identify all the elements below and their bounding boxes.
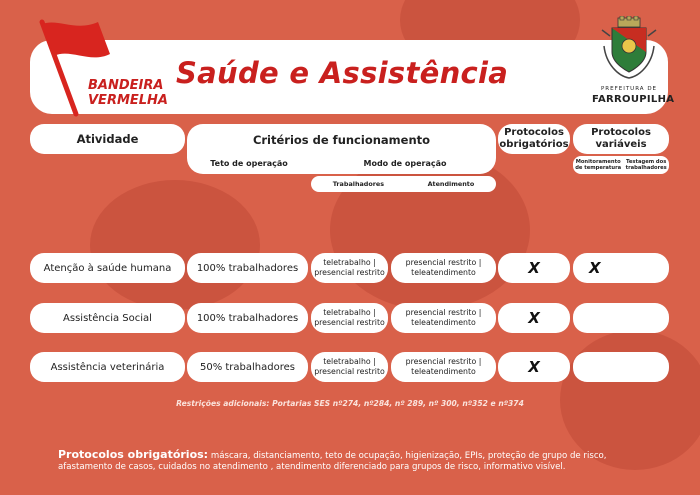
- row-1-teto: 100% trabalhadores: [187, 253, 308, 283]
- footer-line1: máscara, distanciamento, teto de ocupação, higienização, EPIs, proteção de grupo de risco,: [208, 451, 607, 461]
- row-1-atendimento: presencial restrito | teleatendimento: [391, 253, 496, 283]
- background-shape: [330, 150, 530, 310]
- prefeitura-label: PREFEITURA DE: [600, 86, 658, 92]
- footer-lead: Protocolos obrigatórios:: [58, 448, 209, 461]
- column-header-protocolos-variaveis: Protocolos variáveis: [573, 124, 669, 154]
- row-2-teto: 100% trabalhadores: [187, 303, 308, 333]
- atendimento-label: Atendimento: [427, 180, 475, 188]
- row-3-protocolos-obrigatorios: X: [498, 352, 570, 382]
- footer-protocolos: [58, 449, 658, 473]
- row-2-atividade: Assistência Social: [30, 303, 185, 333]
- row-1-atividade: Atenção à saúde humana: [30, 253, 185, 283]
- column-header-atividade: Atividade: [30, 124, 185, 154]
- restricoes-adicionais: Restrições adicionais: Portarias SES nº274, nº284, nº 289, nº 300, nº352 e nº374: [176, 399, 524, 408]
- row-3-trabalhadores: teletrabalho | presencial restrito: [311, 352, 388, 382]
- flag-label: BANDEIRA VERMELHA: [88, 78, 168, 108]
- row-1-protocolos-obrigatorios: X: [498, 253, 570, 283]
- row-1-trabalhadores: teletrabalho | presencial restrito: [311, 253, 388, 283]
- row-3-protocolos-variaveis: [573, 352, 669, 382]
- page-title: Saúde e Assistência: [176, 56, 509, 90]
- teto-label: Teto de operação: [210, 159, 288, 168]
- column-header-protocolos-obrigatorios: Protocolos obrigatórios: [498, 124, 570, 154]
- row-1-protocolos-variaveis: X: [573, 253, 669, 283]
- modo-label: Modo de operação: [363, 159, 447, 168]
- row-3-teto: 50% trabalhadores: [187, 352, 308, 382]
- city-name: FARROUPILHA: [592, 94, 675, 105]
- variaveis-subheaders: [573, 156, 669, 174]
- modo-subheaders: [311, 176, 496, 192]
- row-3-atendimento: presencial restrito | teleatendimento: [391, 352, 496, 382]
- footer-line2: afastamento de casos, cuidados no atendimento , atendimento diferenciado para grupos de risco, informativo visível.: [58, 462, 566, 472]
- testagem-label: Testagem dos trabalhadores: [625, 159, 667, 171]
- row-2-atendimento: presencial restrito | teleatendimento: [391, 303, 496, 333]
- row-2-trabalhadores: teletrabalho | presencial restrito: [311, 303, 388, 333]
- row-2-protocolos-obrigatorios: X: [498, 303, 570, 333]
- criterios-title: Critérios de funcionamento: [252, 133, 431, 147]
- row-3-atividade: Assistência veterinária: [30, 352, 185, 382]
- row-2-protocolos-variaveis: [573, 303, 669, 333]
- monitoramento-label: Monitoramento de temperatura: [575, 159, 622, 171]
- city-crest-icon: [600, 16, 658, 80]
- background-shape: [90, 180, 260, 310]
- trabalhadores-label: Trabalhadores: [332, 180, 385, 188]
